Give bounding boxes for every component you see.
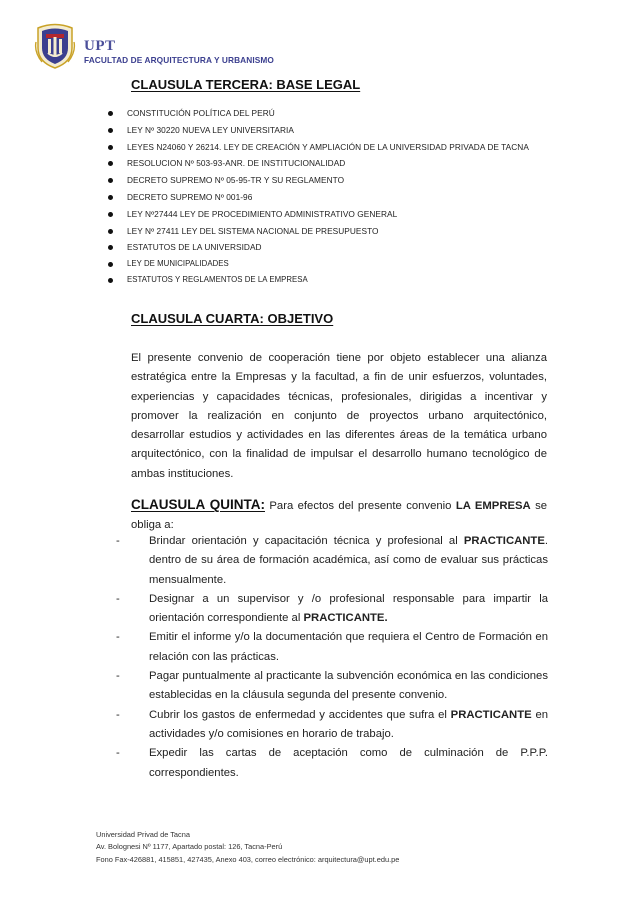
list-item: LEY DE MUNICIPALIDADES <box>108 258 538 271</box>
faculty-name: FACULTAD DE ARQUITECTURA Y URBANISMO <box>84 55 274 65</box>
list-item: - Pagar puntualmente al practicante la subvención económica en las condiciones establecidas en la cláusula segunda del presente convenio. <box>116 670 548 702</box>
footer-line: Fono Fax-426881, 415851, 427435, Anexo 403, correo electrónico: arquitectura@upt.edu.pe <box>96 854 400 864</box>
list-item: DECRETO SUPREMO Nº 05-95-TR Y SU REGLAMENTO <box>108 174 538 187</box>
list-item: - Cubrir los gastos de enfermedad y accidentes que sufra el PRACTICANTE en actividades y/o comisiones en horario de trabajo. <box>116 708 549 740</box>
list-item: - Emitir el informe y/o la documentación que requiera el Centro de Formación en relación con las prácticas. <box>116 631 548 663</box>
bullet-icon <box>108 145 113 150</box>
list-item: - Brindar orientación y capacitación técnica y profesional al PRACTICANTE. dentro de su área de formación académica, así como de evaluar sus prácticas mensualmente. <box>116 535 548 586</box>
bullet-icon <box>108 178 113 183</box>
list-item: LEY Nº 30220 NUEVA LEY UNIVERSITARIA <box>108 124 538 137</box>
clause-5-title: CLAUSULA QUINTA: <box>131 497 265 512</box>
list-item: ESTATUTOS Y REGLAMENTOS DE LA EMPRESA <box>108 274 538 287</box>
bullet-icon <box>108 212 113 217</box>
list-item: - Designar a un supervisor y /o profesional responsable para impartir la orientación correspondiente al PRACTICANTE. <box>116 592 548 625</box>
objective-paragraph: El presente convenio de cooperación tiene por objeto establecer una alianza estratégica entre la Empresas y la facultad, a fin de unir esfuerzos, voluntades, experiencias y capacidades técnicas, profesionales, dirigidas a incentivar y promover la realización en conjunto de proyectos urbano arquitectónico, desarrollar estudios y actividades en las diferentes áreas de la temática urbano arquitectónico, con la finalidad de impulsar el desarrollo humano tecnológico de ambas instituciones. <box>131 352 547 480</box>
list-item: LEYES N24060 Y 26214. LEY DE CREACIÓN Y AMPLIACIÓN DE LA UNIVERSIDAD PRIVADA DE TACNA <box>108 141 538 154</box>
university-logo <box>34 22 76 70</box>
list-item: - Expedir las cartas de aceptación como de culminación de P.P.P. correspondientes. <box>116 747 548 779</box>
bullet-icon <box>108 245 113 250</box>
legal-basis-list <box>108 107 538 289</box>
footer <box>96 829 399 866</box>
footer-line: Universidad Privad de Tacna <box>96 830 190 839</box>
bullet-icon <box>108 161 113 166</box>
bullet-icon <box>108 229 113 234</box>
footer-line: Av. Bolognesi Nº 1177, Apartado postal: 126, Tacna-Perú <box>96 842 283 852</box>
list-item: ESTATUTOS DE LA UNIVERSIDAD <box>108 241 538 254</box>
brand-name: UPT <box>84 38 116 54</box>
list-item: CONSTITUCIÓN POLÍTICA DEL PERÚ <box>108 107 538 120</box>
list-item: DECRETO SUPREMO Nº 001-96 <box>108 191 538 204</box>
bullet-icon <box>108 195 113 200</box>
clause-3-title: CLAUSULA TERCERA: BASE LEGAL <box>131 77 361 92</box>
list-item: RESOLUCION Nº 503-93-ANR. DE INSTITUCIONALIDAD <box>108 157 538 170</box>
bullet-icon <box>108 111 113 116</box>
obligations-list <box>116 532 548 783</box>
clause-4-title: CLAUSULA CUARTA: OBJETIVO <box>131 311 334 326</box>
clause-5-intro: CLAUSULA QUINTA: Para efectos del presente convenio LA EMPRESA se obliga a: <box>131 497 548 532</box>
bullet-icon <box>108 262 113 267</box>
bullet-icon <box>108 128 113 133</box>
list-item: LEY Nº27444 LEY DE PROCEDIMIENTO ADMINISTRATIVO GENERAL <box>108 208 538 221</box>
list-item: LEY Nº 27411 LEY DEL SISTEMA NACIONAL DE PRESUPUESTO <box>108 225 538 238</box>
clause-5-intro-line: CLAUSULA QUINTA: Para efectos del presente convenio LA EMPRESA se <box>131 497 548 512</box>
bullet-icon <box>108 278 113 283</box>
